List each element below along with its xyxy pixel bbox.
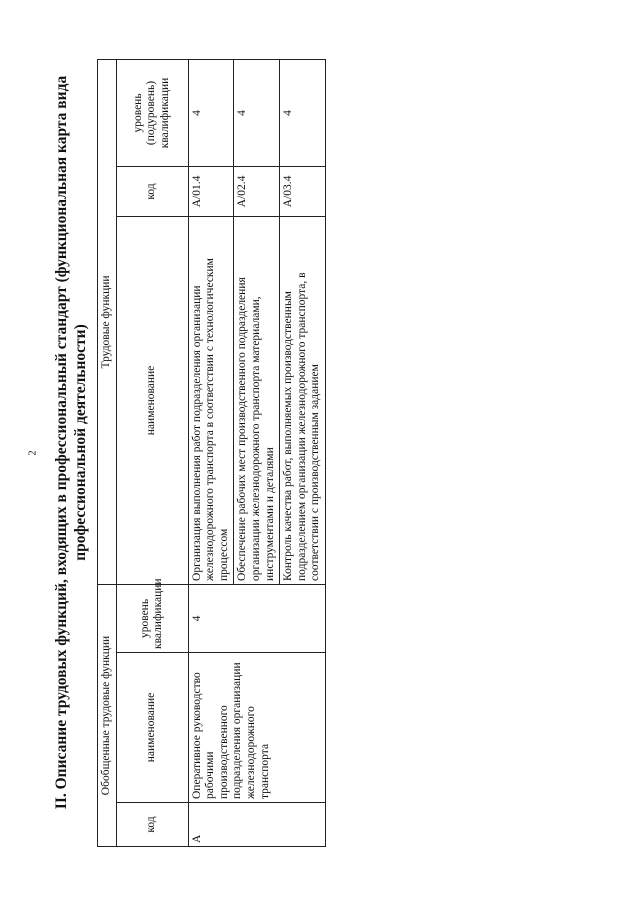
labor-function-sublevel: 4 — [280, 59, 326, 166]
header-generalized-functions: Обобщенные трудовые функции — [98, 584, 117, 846]
header-code: код — [116, 803, 188, 847]
title-line-2: профессиональной деятельности) — [72, 324, 89, 561]
labor-function-code: А/02.4 — [234, 166, 280, 216]
page-number: 2 — [27, 450, 39, 456]
labor-function-code: А/03.4 — [280, 166, 326, 216]
generalized-name: Оперативное руководство рабочими производственного подразделения организации железнодорожного транспорта — [188, 653, 325, 803]
header-columns-row — [116, 59, 188, 846]
functional-map-table — [97, 59, 326, 847]
labor-function-name: Обеспечение рабочих мест производственного подразделения организации железнодорожного транспорта материалами, инструментами и деталями — [234, 216, 280, 584]
labor-function-sublevel: 4 — [188, 59, 234, 166]
labor-function-name: Организация выполнения работ подразделения организации железнодорожного транспорта в соответствии с технологическим процессом — [188, 216, 234, 584]
generalized-level: 4 — [188, 584, 325, 652]
header-name: наименование — [116, 653, 188, 803]
labor-function-code: А/01.4 — [188, 166, 234, 216]
header-sublevel: уровень (подуровень) квалификации — [116, 59, 188, 166]
table-row — [188, 59, 234, 846]
labor-function-sublevel: 4 — [234, 59, 280, 166]
title-line-1: II. Описание трудовых функций, входящих в профессиональный стандарт (функциональная карта вида — [53, 75, 70, 810]
labor-function-name: Контроль качества работ, выполняемых производственным подразделением организации железнодорожного транспорта, в соответствии с производственным заданием — [280, 216, 326, 584]
header-group-row — [98, 59, 117, 846]
header-level: уровень квалификации — [116, 584, 188, 652]
header-labor-code: код — [116, 166, 188, 216]
section-title — [52, 75, 90, 810]
header-labor-name: наименование — [116, 216, 188, 584]
generalized-code: А — [188, 803, 325, 847]
header-labor-functions: Трудовые функции — [98, 59, 117, 584]
